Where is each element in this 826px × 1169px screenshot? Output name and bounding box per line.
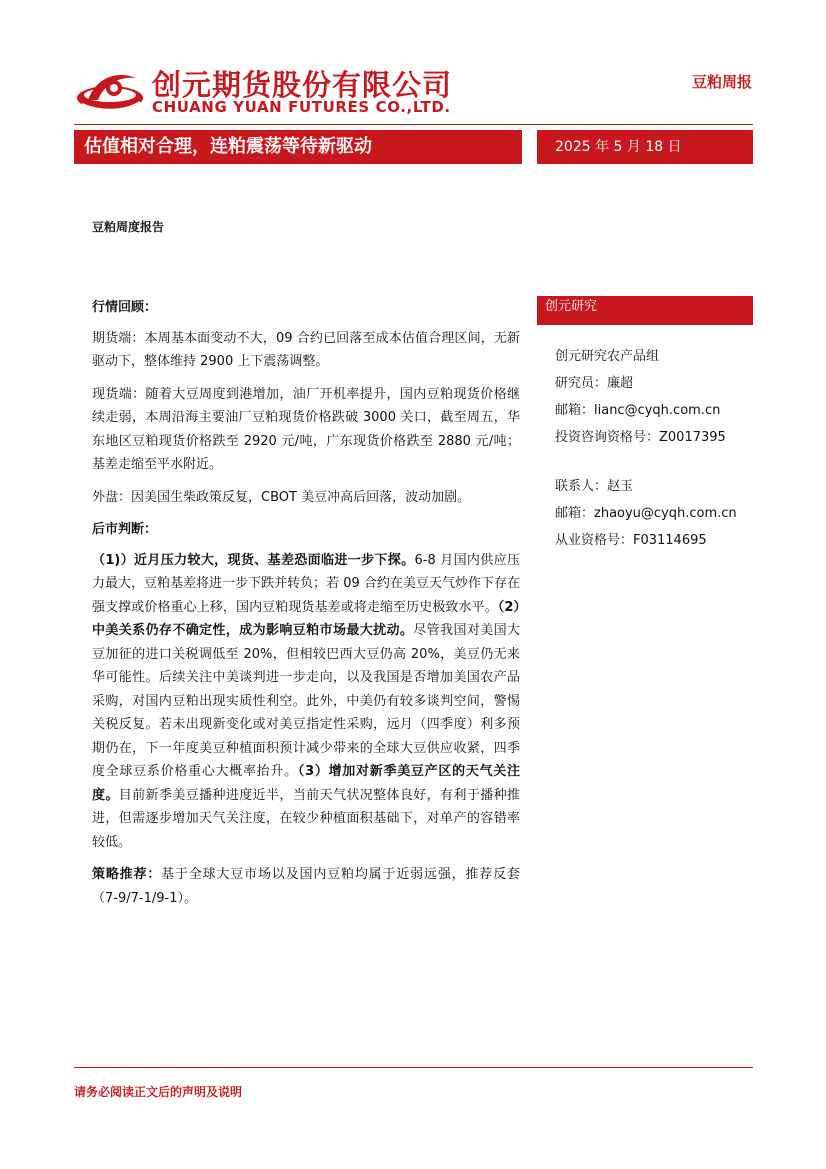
- report-date: 2025 年 5 月 18 日: [537, 130, 753, 164]
- review-futures: 期货端：本周基本面变动不大，09 合约已回落至成本估值合理区间，无新驱动下，整体维持 2900 上下震荡调整。: [92, 330, 520, 369]
- header-divider: [74, 124, 753, 125]
- review-spot: 现货端：随着大豆周度到港增加，油厂开机率提升，国内豆粕现货价格继续走弱，本周沿海主要油厂豆粕现货价格跌破 3000 关口，截至周五，华东地区豆粕现货价格跌至 2920 元/吨，广东现货价格跌至 2880 元/吨；基差走缩至平水附近。: [92, 386, 520, 472]
- sidebar-heading: 创元研究: [537, 296, 753, 325]
- footer-divider: [74, 1067, 753, 1068]
- research-group: 创元研究农产品组: [555, 349, 660, 364]
- outlook-point-3-title: （3）增加对新季美豆产区的天气关注度。: [92, 764, 520, 803]
- outlook-point-3-text: 目前新季美豆播种进度近半，当前天气状况整体良好，有利于播种推进，但需逐步增加天气关注度，在较少种植面积基础下，对单产的容错率较低。: [92, 787, 520, 850]
- contact-name: 联系人：赵玉: [555, 479, 634, 494]
- outlook-point-2-text: 尽管我国对美国大豆加征的进口关税调低至 20%，但相较巴西大豆仍高 20%，美豆仍无来华可能性。后续关注中美谈判进一步走向，以及我国是否增加美国农产品采购，对国内豆粕出现实质性利空。此外，中美仍有较多谈判空间，警惕关税反复。若未出现新变化或对美豆指定性采购，远月（四季度）利多预期仍在，下一年度美豆种植面积预计减少带来的全球大豆供应收紧，四季度全球豆系价格重心大概率抬升。: [92, 623, 520, 779]
- company-name-cn: 创元期货股份有限公司: [152, 68, 453, 102]
- review-heading: 行情回顾：: [92, 300, 158, 315]
- researcher-license: 投资咨询资格号：Z0017395: [555, 430, 726, 445]
- outlook-point-2-title: （2）中美关系仍存不确定性，成为影响豆粕市场最大扰动。: [92, 599, 520, 638]
- outlook-paragraph: [92, 549, 520, 855]
- researcher-email: 邮箱：lianc@cyqh.com.cn: [555, 403, 721, 418]
- researcher-name: 研究员：廉超: [555, 376, 634, 391]
- company-name-en: CHUANG YUAN FUTURES CO.,LTD.: [152, 98, 451, 116]
- report-title: 估值相对合理，连粕震荡等待新驱动: [74, 130, 522, 164]
- sidebar-spacer: [555, 451, 737, 473]
- strategy-paragraph: [92, 863, 520, 910]
- strategy-label: 策略推荐：: [92, 867, 162, 882]
- outlook-point-1-title: （1)）近月压力较大，现货、基差恐面临进一步下探。: [92, 552, 415, 568]
- outlook-heading: 后市判断：: [92, 522, 158, 537]
- review-external: 外盘：因美国生柴政策反复，CBOT 美豆冲高后回落，波动加剧。: [92, 489, 471, 505]
- main-content: [92, 296, 520, 919]
- report-type-label: 豆粕周报: [691, 73, 752, 91]
- company-logo-icon: [76, 68, 144, 114]
- contact-email: 邮箱：zhaoyu@cyqh.com.cn: [555, 506, 737, 521]
- sidebar-contacts: [555, 343, 737, 554]
- report-category-label: 豆粕周度报告: [92, 220, 165, 234]
- contact-license: 从业资格号：F03114695: [555, 533, 707, 548]
- strategy-text: 基于全球大豆市场以及国内豆粕均属于近弱远强，推荐反套（7-9/7-1/9-1）。: [92, 867, 520, 906]
- footer-disclaimer: 请务必阅读正文后的声明及说明: [74, 1085, 243, 1099]
- outlook-point-1-text: 6-8 月国内供应压力最大，豆粕基差将进一步下跌并转负；若 09 合约在美豆天气炒作下存在强支撑或价格重心上移，国内豆粕现货基差或将走缩至历史极致水平。: [92, 552, 520, 615]
